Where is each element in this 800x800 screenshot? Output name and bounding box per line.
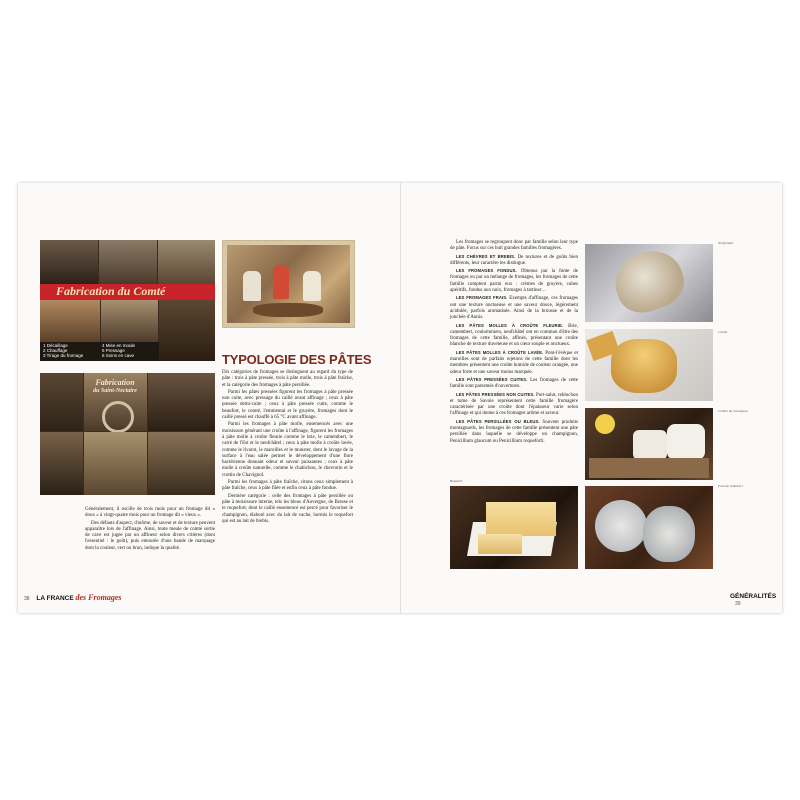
paragraph: Généralement, il oscille de trois mois pour un fromage dit « doux » à vingt-quatre mois pour un fromage dit « vieux ». bbox=[85, 507, 215, 519]
family-label: LES PÂTES MOLLES À CROÛTE LAVÉE. bbox=[456, 349, 544, 355]
crottin-photo bbox=[585, 408, 713, 480]
paragraph-text: Souvent produits montagnards, les fromages de cette famille présentent une pâte persillée dans laquelle se développe un champignon, Penicillium glaucum ou Penicillium roqueforti. bbox=[450, 419, 578, 444]
family-label: LES FROMAGES FRAIS. bbox=[456, 295, 508, 301]
paragraph-text: Brie, camembert, coulommiers, neufchâtel ont en commun d'être des fromages de cette famille, affinés, présentant une croûte blanche de texture duveteuse et un cœur souple et onctueux. bbox=[450, 323, 579, 348]
paragraph bbox=[450, 392, 578, 418]
right-footer bbox=[730, 593, 782, 607]
paragraph: Parmi les pâtes pressées figurent les fromages à pâte pressée non cuite, avec pressage du caillé avant affinage ; ceux à pâte pressée demi-cuite ; ceux à pâte pressée cuite, comme le beaufort, le comté, l'emmental et le gruyère, fromages dont le caillé pressé est chauffé à 65 °C avant affinage. bbox=[222, 389, 353, 421]
neufchatel-photo bbox=[585, 244, 713, 322]
paragraph-text: Port-salut, reblochon et tome de Savoie représentent cette famille fromagère caractérisée par une croûte dont l'épaisseur varie selon l'affinage et qui donne à ces fromages arôme et saveur. bbox=[450, 392, 578, 417]
photo-caption: Comté bbox=[718, 330, 728, 334]
paragraph bbox=[450, 295, 578, 321]
paragraph: Des défauts d'aspect, d'arôme, de saveur et de texture peuvent apparaître lors de l'affinage. Ainsi, toute meule de comté sortie de cave est jugée par un affineur selon divers critères (dont l'essentiel : le goût), puis entourée d'une bande de marquage dont la couleur, vert ou brun, indique la qualité. bbox=[85, 520, 215, 551]
saint-nectaire-banner: du Saint-Nectaire bbox=[93, 388, 137, 394]
family-label: LES PÂTES PRESSÉES CUITES. bbox=[456, 376, 528, 382]
comte-step: 6 Soins en cave bbox=[102, 353, 135, 359]
family-label: LES FROMAGES FONDUS. bbox=[456, 268, 517, 274]
family-label: LES CHÈVRES ET BREBIS. bbox=[456, 253, 516, 259]
paragraph bbox=[450, 350, 578, 376]
families-text-column bbox=[450, 240, 578, 446]
comte-step: 1 Décaillage bbox=[43, 343, 68, 348]
paragraph-text: Exempts d'affinage, ces fromages ont une texture onctueuse et une saveur douce, légèrement acidulée, parfois aromatisée. Ainsi de la brousse et de la jonchée d'Aunis. bbox=[450, 296, 578, 321]
paragraph: Parmi les fromages à pâte fraîche, citons ceux simplement à pâte fraîche, ceux à pâte filée et enfin ceux à pâte fondue. bbox=[222, 480, 353, 492]
photo-caption: Crottin de Chavignol bbox=[718, 409, 748, 413]
section-title: GÉNÉRALITÉS bbox=[730, 593, 777, 600]
left-footer bbox=[24, 593, 122, 602]
paragraph-text: Les fromages se regroupent donc par famille selon leur type de pâte. Focus sur ces huit grandes familles fromagères. bbox=[450, 240, 578, 252]
book-title: LA FRANCE bbox=[36, 595, 74, 602]
paragraph-text: De textures et de goûts bien différents, leur caractère les distingue. bbox=[450, 254, 578, 266]
paragraph bbox=[450, 254, 578, 268]
paragraph bbox=[450, 323, 578, 349]
page-number: 38 bbox=[24, 596, 30, 602]
paragraph bbox=[450, 240, 578, 253]
photo-caption: Fourme d'Ambert bbox=[718, 484, 743, 488]
photo-caption: Neufchâtel bbox=[718, 241, 734, 245]
paragraph-text: Les fromages de cette famille sont parsemés d'ouvertures. bbox=[450, 377, 579, 390]
family-label: LES PÂTES PERSILLÉES OU BLEUS. bbox=[456, 418, 540, 424]
beaufort-photo bbox=[450, 486, 578, 569]
paragraph bbox=[450, 377, 578, 391]
saint-nectaire-banner: Fabrication bbox=[95, 378, 135, 387]
paragraph: Dernière catégorie : celle des fromages à pâte persillée ou pâte à moisissure interne, tels les bleus d'Auvergne, de Bresse et le roquefort, dont le caillé ensemencé est percé pour favoriser le champignon, élaboré avec du lait de vache, hormis le roquefort qui est au lait de brebis. bbox=[222, 493, 353, 524]
page-gutter bbox=[400, 183, 401, 613]
paragraph bbox=[450, 419, 578, 445]
comte-step: 3 Tirage du fromage bbox=[43, 353, 84, 359]
cheese-making-illustration bbox=[222, 240, 355, 328]
paragraph-text: Obtenus par la fonte de fromages ou par un mélange de fromages, les fromages de cette famille comptent parmi eux : crèmes de gruyère, cubes apéritifs, fondus aux noix, fromages à tartiner… bbox=[450, 269, 579, 294]
comte-banner: Fabrication du Comté bbox=[56, 284, 166, 298]
family-label: LES PÂTES PRESSÉES NON CUITES. bbox=[456, 391, 535, 397]
typology-text-column bbox=[222, 370, 353, 526]
paragraph: Parmi les fromages à pâte molle, ensemencés avec une moisissure générant une croûte à l'affinage, figurent les fromages à pâte molle à croûte fleurie comme le brie, le camembert, le carré de l'Est et le neufchâtel ; ceux à pâte molle à croûte lavée, comme le livarot, le maroilles et le munster, dont le lavage de la surface à l'eau salée permet le développement d'une flore bactérienne donnant odeur et saveur puissantes ; ceux à pâte molle à croûte naturelle, comme le chabichou, le chevrotin et le crottin de Chavignol. bbox=[222, 422, 353, 478]
comte-step: 4 Mise en moule bbox=[102, 343, 136, 348]
comte-fabrication-photo bbox=[40, 240, 215, 361]
comte-step: 2 Chauffage bbox=[43, 348, 68, 354]
book-spread bbox=[18, 183, 782, 613]
comte-step: 5 Pressage bbox=[102, 348, 125, 354]
fourme-ambert-photo bbox=[585, 486, 713, 569]
book-title-brand: des Fromages bbox=[75, 593, 122, 602]
section-heading: TYPOLOGIE DES PÂTES bbox=[222, 352, 372, 367]
paragraph bbox=[450, 268, 578, 294]
left-page-text-column bbox=[85, 507, 215, 553]
paragraph-text: Pont-l'évêque et maroilles sont de parfaits rejetons de cette famille dont les membres présentent une croûte humide de couleur orangée, une odeur forte et une saveur moins marquée. bbox=[450, 350, 579, 375]
comte-photo bbox=[585, 329, 713, 401]
paragraph: Dix catégories de fromages se distinguent au regard du type de pâte : trois à pâte pressée, trois à pâte molle, trois à pâte fraîche, et la catégorie des fromages à pâte persillée. bbox=[222, 370, 353, 388]
page-number: 39 bbox=[735, 601, 741, 607]
saint-nectaire-fabrication-photo bbox=[40, 373, 215, 495]
photo-caption: Beaufort bbox=[450, 479, 463, 483]
family-label: LES PÂTES MOLLES À CROÛTE FLEURIE. bbox=[456, 322, 564, 328]
